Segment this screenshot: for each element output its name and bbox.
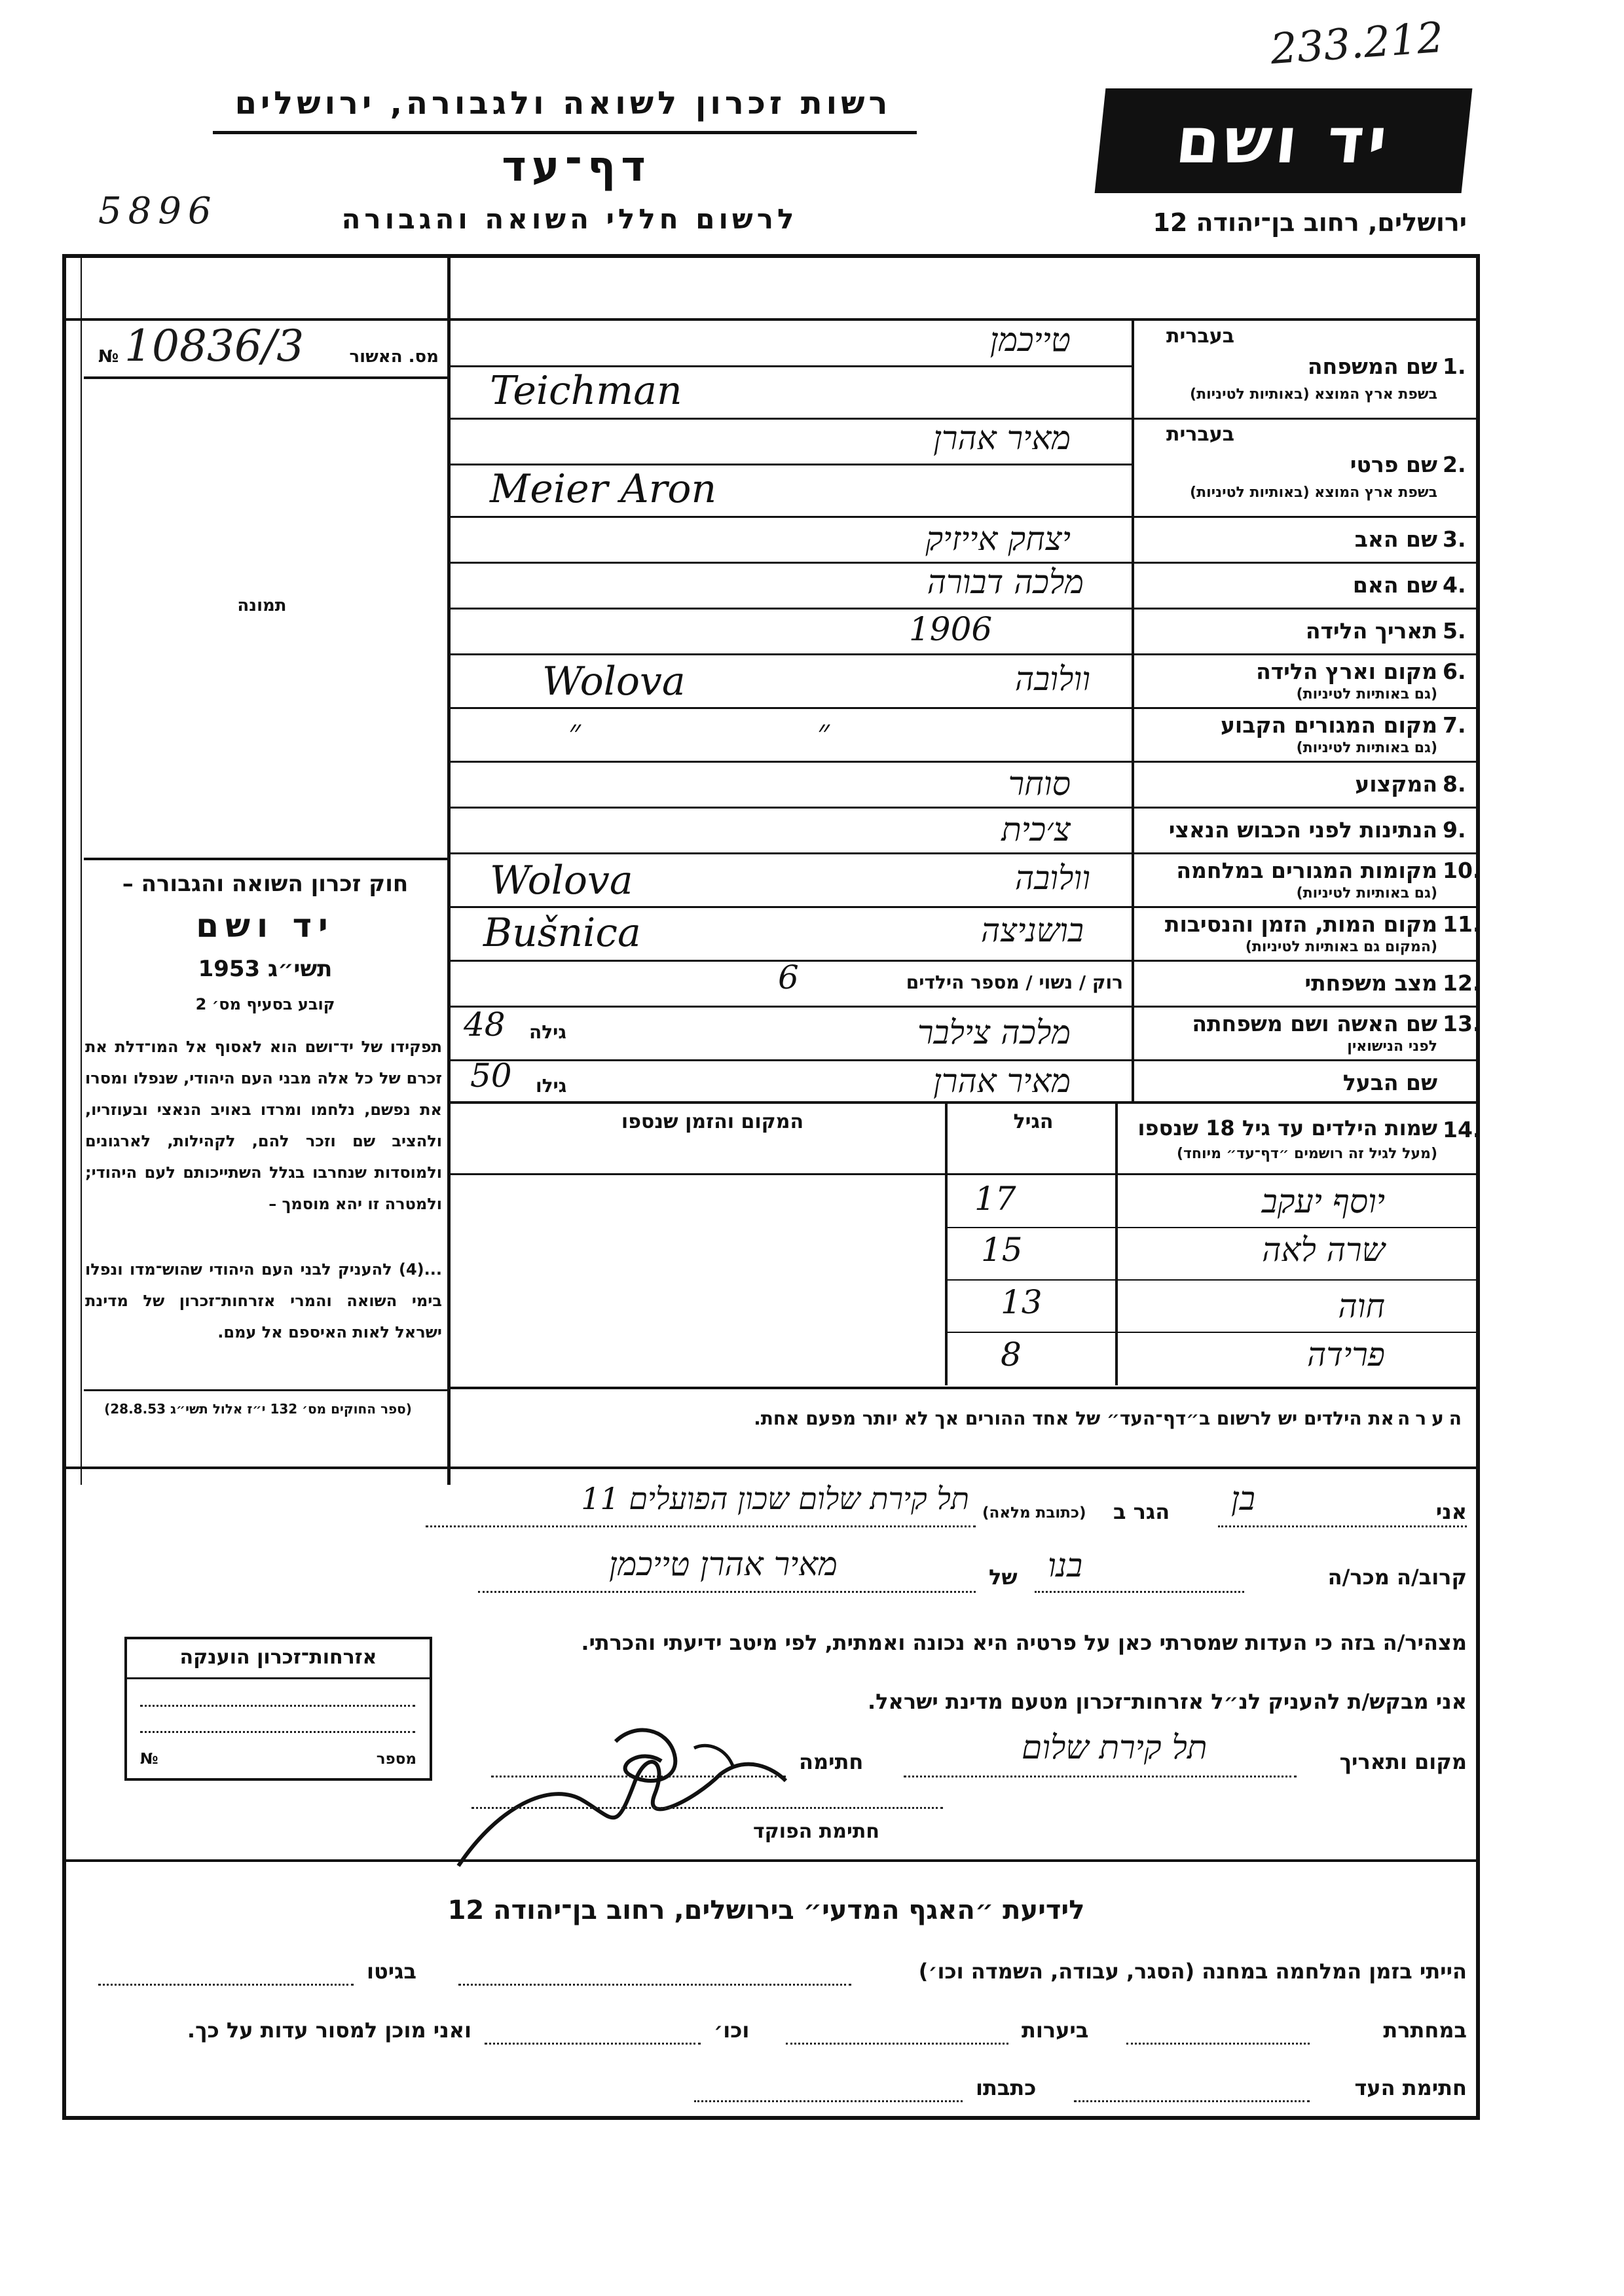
decl-of-line <box>478 1591 976 1593</box>
field-4-num: 4. <box>1443 572 1466 598</box>
age-header: הגיל <box>1013 1110 1054 1133</box>
footer-address-label: כתבתו <box>976 2075 1037 2100</box>
law-title: חוק זכרון השואה והגבורה – <box>122 871 409 897</box>
footer-testimony-label: ואני מוכן למסור עדות על כך. <box>187 2018 471 2043</box>
husband-age-label: גילו <box>536 1075 567 1097</box>
field-2-latin: Meier Aron <box>490 466 717 512</box>
decl-address-value: תל קירת שלום שכון הפועלים 11 <box>581 1481 969 1516</box>
authority-underline <box>213 131 917 134</box>
decl-of-label: של <box>989 1565 1018 1590</box>
photo-label: תמונה <box>237 596 287 615</box>
approval-label: מס. האשור <box>349 347 439 367</box>
citizenship-number-sign: № <box>140 1751 158 1768</box>
footer-etc-label: וכו׳ <box>714 2018 750 2043</box>
approval-no-sign: № <box>98 347 119 367</box>
footer-witness-label: חתימת העד <box>1354 2075 1467 2100</box>
decl-address-line <box>426 1525 976 1527</box>
field-occupation <box>451 762 1477 807</box>
field-birth-date <box>451 609 1477 653</box>
note-label: הערה <box>1397 1408 1467 1429</box>
decl-i-label: אני <box>1435 1499 1467 1524</box>
child-2-name: שרה לאה <box>1262 1231 1385 1269</box>
child-3-age: 13 <box>1001 1283 1043 1321</box>
law-bottom-line <box>84 1389 447 1391</box>
photo-bottom-line <box>84 858 447 860</box>
field-3-num: 3. <box>1443 526 1466 552</box>
child-4-age: 8 <box>1001 1336 1022 1374</box>
field-4-label: שם האם <box>1352 572 1437 598</box>
field-husband <box>451 1057 1477 1100</box>
field-9-num: 9. <box>1443 817 1466 843</box>
field-1-num: 1. <box>1443 354 1466 379</box>
footer-camp-label: הייתי בזמן המלחמה במחנה (הסגר, עבודה, השמדה וכו׳) <box>918 1959 1467 1984</box>
field-13-age: 48 <box>464 1006 506 1044</box>
field-11-label: מקום המות, הזמן והנסיבות <box>1164 911 1437 937</box>
children-table <box>451 1104 1481 1385</box>
citizenship-title: אזרחות־זכרון הוענקה <box>179 1646 377 1669</box>
citizenship-line-2 <box>140 1731 415 1733</box>
field-2-tag: בעברית <box>1166 423 1234 446</box>
child-row-4 <box>451 1333 1477 1384</box>
field-13-label: שם האשה ושם משפחתה <box>1192 1011 1437 1036</box>
decl-inspector-line <box>471 1807 943 1809</box>
child-1-age: 17 <box>974 1180 1016 1218</box>
address: ירושלים, רחוב בן־יהודה 12 <box>1153 208 1467 237</box>
field-11-num: 11. <box>1443 911 1481 937</box>
field-5-num: 5. <box>1443 618 1466 644</box>
field-7-ditto-latin: ״ <box>568 712 581 750</box>
child-row-3 <box>451 1281 1477 1332</box>
field-2-label: שם פרטי <box>1350 452 1437 477</box>
margin-number: 5896 <box>98 190 218 232</box>
authority-title: רשות זכרון לשואה ולגבורה, ירושלים <box>234 85 892 122</box>
field-12-value: 6 <box>778 958 799 996</box>
field-2-num: 2. <box>1443 452 1466 477</box>
child-row-1 <box>451 1176 1477 1227</box>
field-7-ditto-hebrew: ״ <box>817 712 830 750</box>
child-3-name: חוה <box>1338 1287 1385 1325</box>
law-source: (ספר החוקים מס׳ 132 י״ז אלול תשי״ג 28.8.53) <box>104 1401 412 1417</box>
field-family-name <box>451 321 1477 418</box>
decl-signature-label: חתימה <box>799 1749 864 1774</box>
citizenship-line-1 <box>140 1705 415 1707</box>
place-header: המקום והזמן שנספו <box>621 1110 804 1133</box>
field-6-num: 6. <box>1443 659 1466 684</box>
field-6-latin: Wolova <box>542 659 686 704</box>
decl-statement-2: אני מבקש/ת להעניק לנ״ל אזרחות־זכרון מטעם מדינת ישראל. <box>868 1689 1467 1714</box>
field-5-value: 1906 <box>909 610 993 648</box>
field-11-latin: Bušnica <box>483 910 641 956</box>
field-2-hebrew: מאיר אהרן <box>933 419 1071 457</box>
law-text-2: ...(4) להעניק לבני העם היהודי שהוש־מדו ונפלו בימי השואה והמרי אזרחות־זכרון של מדינת ישראל לאות האיספם אל עמם. <box>85 1260 442 1341</box>
citizenship-box <box>124 1637 432 1781</box>
approval-line <box>84 376 447 379</box>
field-2-mid <box>451 464 1132 465</box>
decl-of-value: מאיר אהרן טייכמן <box>609 1545 838 1583</box>
field-7-label: מקום המגורים הקבוע <box>1220 712 1437 738</box>
field-3-value: יצחק אייזיק <box>925 520 1071 558</box>
field-8-value: סוחר <box>1008 765 1071 803</box>
field-residence <box>451 708 1477 761</box>
footer-ghetto-line <box>98 1984 354 1986</box>
field-2-sub: בשפת ארץ המוצא (באותיות לטיניות) <box>1190 484 1437 501</box>
signature-image <box>419 1702 812 1879</box>
field-7-num: 7. <box>1443 712 1466 738</box>
footer-underground-line <box>1126 2043 1310 2045</box>
footer-etc-line <box>485 2043 701 2045</box>
child-row-2 <box>451 1228 1477 1279</box>
footer-underground-label: במחתרת <box>1383 2018 1467 2043</box>
note-text: את הילדים יש לרשום ב״דף־העד״ של אחד ההורים אך לא יותר מפעם אחת. <box>754 1408 1394 1429</box>
field-1-mid <box>451 365 1132 367</box>
field-death <box>451 907 1481 960</box>
child-2-age: 15 <box>981 1231 1023 1269</box>
field-13-num: 13. <box>1443 1011 1481 1036</box>
decl-relative-line <box>1035 1591 1244 1593</box>
field-mother <box>451 563 1477 608</box>
husband-label: שם הבעל <box>1342 1070 1437 1095</box>
field-10-sub: (גם באותיות לטיניות) <box>1296 885 1437 902</box>
field-3-label: שם האב <box>1354 526 1437 552</box>
children-header: שמות הילדים עד גיל 18 שנספו <box>1137 1116 1437 1140</box>
footer-top-line <box>62 1859 1480 1862</box>
field-12-options: רוק / נשוי / מספר הילדים <box>906 972 1123 993</box>
field-13-sub: לפני הנישואין <box>1347 1038 1437 1055</box>
field-war-residence <box>451 854 1481 906</box>
decl-place-date-label: מקום ותאריך <box>1339 1749 1467 1774</box>
field-4-value: מלכה דבורה <box>927 563 1084 601</box>
citizenship-number-label: מספר <box>376 1751 416 1768</box>
field-7-sub: (גם באותיות לטיניות) <box>1296 740 1437 756</box>
decl-i-line <box>1218 1525 1467 1527</box>
decl-address-hint: (כתובת מלאה) <box>982 1504 1086 1522</box>
husband-value: מאיר אהרן <box>933 1062 1071 1100</box>
husband-age: 50 <box>470 1057 512 1095</box>
field-13-value: מלכה צילבר <box>917 1013 1071 1051</box>
field-8-num: 8. <box>1443 771 1466 797</box>
archive-number: 233.212 <box>1268 13 1445 75</box>
field-10-label: מקומות המגורים במלחמה <box>1176 858 1437 883</box>
approval-number: 10836/3 <box>124 321 304 371</box>
decl-i-value: בן <box>1231 1480 1255 1518</box>
children-subheader: (מעל לגיל זה רושמים ״דף־עד״ מיוחד) <box>1176 1146 1437 1162</box>
field-11-hebrew: בושניצה <box>980 911 1084 949</box>
field-wife <box>451 1006 1481 1059</box>
field-11-sub: (המקום גם באותיות לטיניות) <box>1245 939 1437 955</box>
field-1-label: שם המשפחה <box>1307 354 1437 379</box>
field-12-label: מצב משפחתי <box>1304 970 1437 996</box>
field-6-hebrew: וולובה <box>1014 660 1090 698</box>
logo-text: יד ושם <box>1172 104 1395 177</box>
decl-relative-label: קרוב/ה מכר/ה <box>1327 1565 1467 1590</box>
field-5-label: תאריך הלידה <box>1305 618 1437 644</box>
law-clause: קובע בסעיף מס׳ 2 <box>195 995 335 1013</box>
left-column-divider-2 <box>81 254 82 1485</box>
note-bottom-line <box>62 1467 1480 1469</box>
footer-camp-line <box>458 1984 851 1986</box>
field-first-name <box>451 419 1477 516</box>
footer-heading: לידיעת ״האגף המדעי״ בירושלים, רחוב בן־יהודה 12 <box>447 1895 1085 1925</box>
children-num: 14. <box>1443 1117 1481 1142</box>
form-subtitle: לרשום חללי השואה והגבורה <box>341 203 798 235</box>
child-4-name: פרידה <box>1307 1336 1385 1374</box>
field-9-value: צ׳כית <box>1001 811 1071 848</box>
footer-witness-line <box>1074 2100 1310 2102</box>
field-1-tag: בעברית <box>1166 325 1234 348</box>
decl-resides-label: הגר ב <box>1113 1499 1170 1524</box>
law-text: תפקידו של יד־ושם הוא לאסוף אל המו־דלת את זכרם של כל אלה מבני העם היהודי, שנפלו ומסרו את נפשם, נלחמו ומרדו באויב הנאצי ובעוזריו, ולהציב שם וזכר להם, לקהילות, לארגונים ולמוסדות שנחרבו בגלל השתייכותם לעם היהודי; ולמטרה זו יהא מוסמך – <box>85 1038 442 1213</box>
field-father <box>451 517 1477 562</box>
law-title-yad-vashem: יד ושם <box>196 907 335 945</box>
field-1-hebrew: טייכמן <box>989 321 1071 359</box>
yad-vashem-logo <box>1095 88 1473 193</box>
footer-ghetto-label: בגיטו <box>367 1959 416 1984</box>
form-title: דף־עד <box>502 143 651 191</box>
field-1-sub: בשפת ארץ המוצא (באותיות לטיניות) <box>1190 386 1437 403</box>
field-13-age-label: גילה <box>529 1021 566 1043</box>
footer-forest-line <box>786 2043 1008 2045</box>
decl-place-date-line <box>904 1776 1297 1777</box>
field-12-num: 12. <box>1443 970 1481 996</box>
citizenship-title-line <box>127 1677 430 1679</box>
decl-inspector-label: חתימת הפוקד <box>753 1820 879 1843</box>
decl-statement-1: מצהיר/ה בזה כי העדות שמסרתי כאן על פרטיה היא נכונה ואמתית, לפי מיטב ידיעתי והכרתי. <box>581 1630 1467 1655</box>
field-8-label: המקצוע <box>1355 771 1437 797</box>
field-marital <box>451 958 1481 1006</box>
children-bottom-line <box>451 1387 1477 1389</box>
field-10-num: 10. <box>1443 858 1481 883</box>
footer-forest-label: ביערות <box>1022 2018 1089 2043</box>
children-head-line <box>451 1173 1477 1175</box>
field-birth-place <box>451 655 1477 707</box>
child-1-name: יוסף יעקב <box>1261 1182 1385 1220</box>
field-citizenship <box>451 808 1477 852</box>
field-10-hebrew: וולובה <box>1014 859 1090 897</box>
law-year: תשי״ג 1953 <box>198 956 333 982</box>
field-9-label: הנתינות לפני הכבוש הנאצי <box>1168 817 1437 843</box>
decl-place-date-value: תל קירת שלום <box>1022 1728 1208 1766</box>
field-10-latin: Wolova <box>490 858 633 903</box>
field-1-latin: Teichman <box>490 368 682 414</box>
field-6-label: מקום וארץ הלידה <box>1256 659 1437 684</box>
note-row <box>458 1408 1467 1429</box>
field-6-sub: (גם באותיות לטיניות) <box>1296 686 1437 702</box>
fields-area <box>451 321 1481 1100</box>
footer-address-line <box>694 2100 963 2102</box>
decl-relative-value: בנו <box>1048 1546 1083 1584</box>
